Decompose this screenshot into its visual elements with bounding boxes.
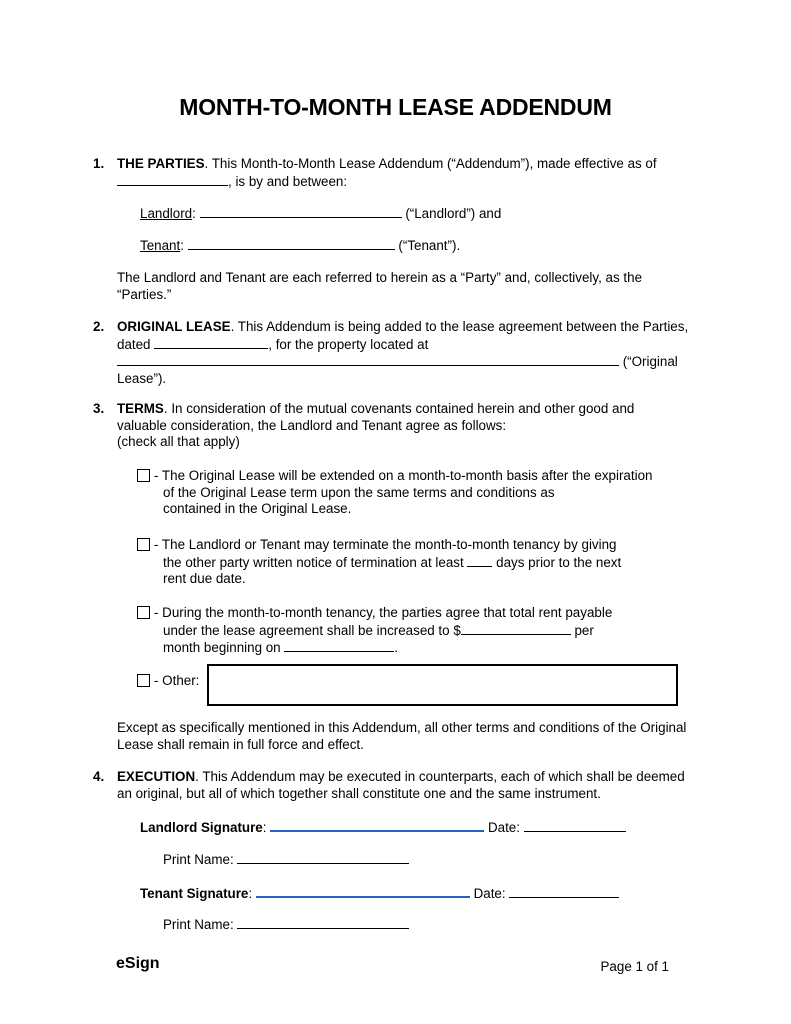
rent-start-date-field[interactable] (284, 639, 394, 652)
section-number: 1. (93, 156, 105, 171)
rent-amount-field[interactable] (461, 622, 571, 635)
landlord-print-name-row (163, 851, 409, 869)
other-terms-textbox[interactable] (207, 664, 678, 706)
colon: : (262, 820, 267, 835)
landlord-signature-field[interactable] (270, 818, 484, 832)
section-execution (93, 769, 693, 802)
effective-date-field[interactable] (117, 173, 228, 186)
section-heading: EXECUTION (117, 769, 196, 784)
section-number: 4. (93, 769, 105, 784)
check-note: (check all that apply) (117, 434, 240, 449)
option-extend-lease (137, 468, 697, 518)
property-address-field[interactable] (117, 353, 619, 366)
parties-definition: The Landlord and Tenant are each referred to herein as a “Party” and, collectively, as the “Parties.” (117, 270, 643, 302)
print-name-label: Print Name: (163, 852, 234, 867)
section-text: (“Original Lease”). (117, 354, 678, 386)
option-text: contained in the Original Lease. (163, 501, 352, 516)
document-title: MONTH-TO-MONTH LEASE ADDENDUM (179, 94, 612, 120)
option-text: . (394, 640, 399, 655)
tenant-signature-field[interactable] (256, 884, 470, 898)
option-text: under the lease agreement shall be increased to $ (163, 622, 461, 638)
section-heading: ORIGINAL LEASE (117, 319, 231, 334)
section-parties (93, 156, 693, 190)
option-text: of the Original Lease term upon the same terms and conditions as (163, 484, 555, 500)
tenant-date-field[interactable] (509, 885, 619, 898)
checkbox-extend[interactable] (137, 469, 150, 482)
landlord-label: Landlord (140, 206, 193, 221)
section-text: . This Addendum may be executed in counterparts, each of which shall be deemed an original, but all of which together shall constitute one and the same instrument. (117, 769, 685, 801)
section-text: , is by and between: (228, 173, 348, 189)
checkbox-other[interactable] (137, 674, 150, 687)
option-text: days prior to the next (492, 554, 622, 570)
landlord-line: Landlord: (“Landlord”) and (140, 206, 502, 221)
lease-date-field[interactable] (154, 336, 268, 349)
option-text: - The Landlord or Tenant may terminate the month-to-month tenancy by giving (154, 537, 617, 552)
option-rent-increase (137, 605, 697, 657)
tenant-suffix: (“Tenant”). (394, 238, 461, 253)
checkbox-termination[interactable] (137, 538, 150, 551)
date-label: Date: (473, 886, 506, 901)
section-text: . This Month-to-Month Lease Addendum (“Addendum”), made effective as of (204, 156, 657, 171)
tenant-line: Tenant: (“Tenant”). (140, 238, 461, 253)
section-text: , for the property located at (268, 336, 429, 352)
tenant-label: Tenant (140, 238, 181, 253)
terms-closing: Except as specifically mentioned in this Addendum, all other terms and conditions of the Original Lease shall remain in full force and effect. (117, 720, 687, 752)
landlord-print-name-field[interactable] (237, 851, 409, 864)
option-text: the other party written notice of termination at least (163, 554, 464, 570)
section-terms (93, 401, 693, 451)
section-text: . In consideration of the mutual covenants contained herein and other good and valuable consideration, the Landlord and Tenant agree as follows: (117, 401, 635, 433)
landlord-signature-label: Landlord Signature (140, 820, 263, 835)
notice-days-field[interactable] (467, 554, 492, 567)
section-number: 2. (93, 319, 105, 334)
section-original-lease (93, 319, 693, 387)
option-text: - During the month-to-month tenancy, the parties agree that total rent payable (154, 605, 613, 620)
landlord-date-field[interactable] (524, 819, 626, 832)
option-text: month beginning on (163, 640, 281, 655)
tenant-print-name-row (163, 916, 409, 934)
section-text: . This Addendum is being added to the lease agreement between the Parties, dated (117, 319, 689, 352)
section-heading: TERMS (117, 401, 164, 416)
colon: : (248, 886, 253, 901)
tenant-name-field[interactable] (188, 237, 395, 250)
landlord-name-field[interactable] (200, 205, 402, 218)
option-text: - Other: (154, 673, 200, 688)
option-termination-notice (137, 537, 697, 588)
page-number: Page 1 of 1 (600, 959, 669, 974)
landlord-signature-row (140, 818, 626, 837)
tenant-signature-row (140, 884, 619, 903)
option-text: rent due date. (163, 571, 246, 586)
option-text: - The Original Lease will be extended on a month-to-month basis after the expiration (154, 468, 653, 483)
section-number: 3. (93, 401, 105, 416)
esign-logo: eSign (116, 955, 160, 972)
date-label: Date: (487, 820, 520, 835)
tenant-print-name-field[interactable] (237, 916, 409, 929)
option-text: per (570, 622, 594, 638)
tenant-signature-label: Tenant Signature (140, 886, 249, 901)
section-heading: THE PARTIES (117, 156, 205, 171)
landlord-suffix: (“Landlord”) and (401, 206, 502, 221)
checkbox-rent-increase[interactable] (137, 606, 150, 619)
print-name-label: Print Name: (163, 917, 234, 932)
